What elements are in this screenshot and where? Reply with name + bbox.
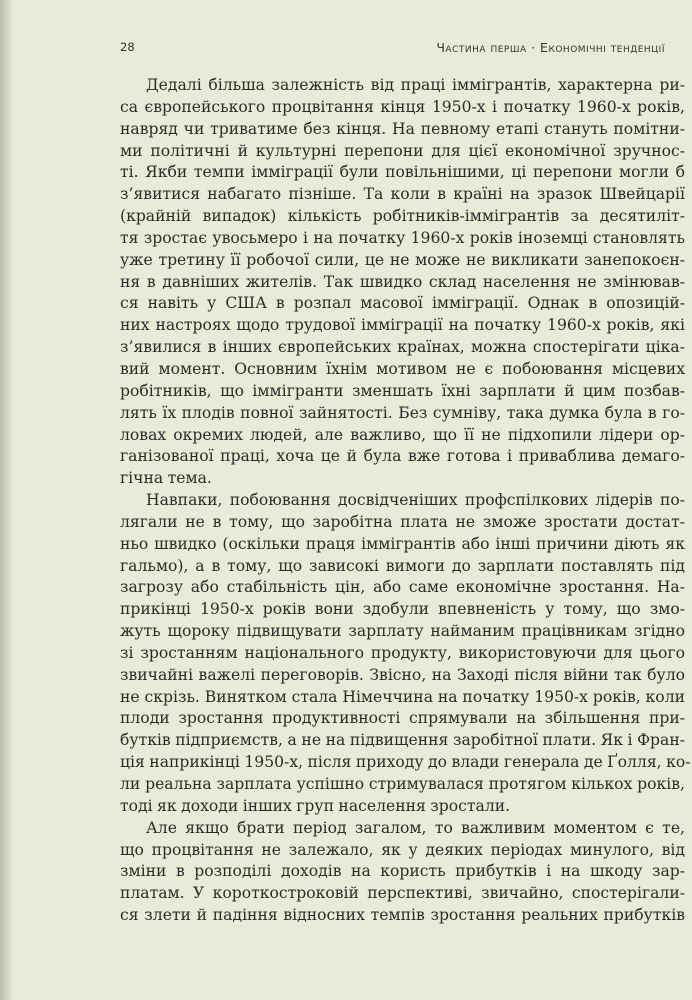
text-line: ловах окремих людей, але важливо, що її не підхопили лідери ор- [120,425,685,444]
text-line: загрозу або стабільність цін, або саме економічне зростання. На- [120,578,685,597]
text-line: плоди зростання продуктивності спрямували на збільшення при- [120,709,685,728]
text-line: лягали не в тому, що заробітна плата не зможе зростати достат- [120,512,685,531]
text-line: вий момент. Основним їхнім мотивом не є побоювання місцевих [120,359,685,378]
text-line: з’явилися в інших європейських країнах, можна спостерігати ціка- [120,338,685,357]
text-line: зміни в розподілі доходів на користь прибутків і на шкоду зар- [120,862,685,881]
text-line: платам. У короткостроковій перспективі, звичайно, спостерігали- [120,884,685,903]
text-line: ли реальна зарплата успішно стримувалася протягом кількох років, [120,775,685,793]
text-line: гальмо), а в тому, що зависокі вимоги до зарплати поставлять під [120,556,685,575]
text-line: ньо швидко (оскільки праця іммігрантів або інші причини діють як [120,534,685,553]
text-line: ся злети й падіння відносних темпів зростання реальних прибутків [120,906,685,925]
page-number: 28 [120,40,135,54]
text-line: зі зростанням національного продукту, використовуючи для цього [120,643,685,662]
text-line: гічна тема. [120,469,212,488]
text-line: (крайній випадок) кількість робітників-іммігрантів за десятиліт- [120,207,685,226]
text-line: Дедалі більша залежність від праці іммігрантів, характерна ри- [146,76,685,94]
page-body-text [120,75,691,927]
text-line: прикінці 1950-х років вони здобули впевненість у тому, що змо- [120,600,685,619]
text-line: ня в давніших жителів. Так швидко склад населення не змінював- [120,272,685,291]
text-line: що процвітання не залежало, як у деяких періодах минулого, від [120,840,685,859]
text-line: з’явитися набагато пізніше. Та коли в країні на зразок Швейцарії [120,185,685,204]
paragraph [120,490,691,818]
text-line: звичайні важелі переговорів. Звісно, на Заході після війни так було [120,665,685,684]
text-line: тоді як доходи інших груп населення зростали. [120,796,511,815]
text-line: ганізованої праці, хоча це й була вже готова і приваблива демаго- [120,447,685,466]
text-line: ми політичні й культурні перепони для цієї економічної зручнос- [120,141,685,160]
text-line: ті. Якби темпи іммігpації були повільнішими, ці перепони могли б [120,163,685,182]
text-line: ція наприкінці 1950-х, після приходу до влади генерала де Ґолля, ко- [120,753,691,772]
text-line: тя зростає увосьмеро і на початку 1960-х років іноземці становлять [120,228,685,247]
running-header [120,40,665,60]
text-line: навряд чи триватиме без кінця. На певному етапі стануть помітни- [120,119,685,138]
text-line: Але якщо брати період загалом, то важливим моментом є те, [146,818,685,837]
text-line: са європейського процвітання кінця 1950-х і початку 1960-х років, [120,97,685,116]
text-line: них настроях щодо трудової імміграції на початку 1960-х років, які [120,316,685,335]
paragraph [120,818,685,927]
text-line: робітників, що іммігранти зменшать їхні зарплати й цим позбав- [120,381,685,400]
text-line: лять їх плодів повної зайнятості. Без сумніву, така думка була в го- [120,403,685,422]
running-title: Частина перша · Економічні тенденції [436,40,665,55]
text-line: бутків підприємств, а не на підвищення заробітної плати. Як і Фран- [120,731,685,750]
text-line: ся навіть у США в розпал масової імміграції. Однак в опозицій- [120,294,685,313]
page-edge-shadow [0,0,14,1000]
paragraph [120,75,685,490]
text-line: Навпаки, побоювання досвідченіших профспілкових лідерів по- [146,491,685,510]
text-line: уже третину її робочої сили, це не може не викликати занепокоєн- [120,250,685,269]
text-line: жуть щороку підвищувати зарплату найманим працівникам згідно [120,622,685,641]
text-line: не скрізь. Винятком стала Німеччина на початку 1950-х років, коли [120,687,685,706]
